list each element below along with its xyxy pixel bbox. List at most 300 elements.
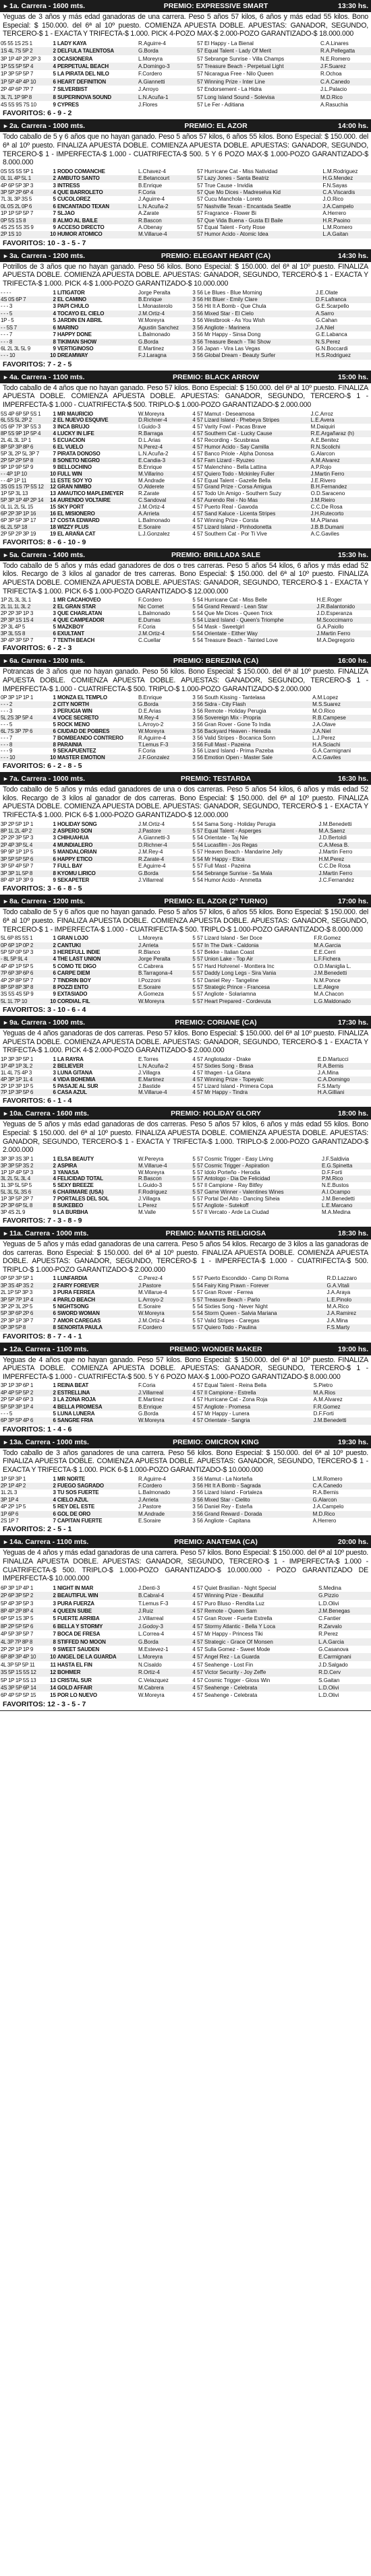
race-conditions: Todo caballo de 4 años que no hayan ganado. Peso 57 kilos. Bono Especial: $ 150.000. del 6ª al 10º puesto. FINALIZA APUESTA DOBLE. COMIENZA APUESTA DOBLE. APUESTAS: GANADOR, SEGUNDO, TERCERO-$ 1 - IMPERFECTA-$ 1.000 - CUATRIFECTA-$ 500. TRIPLO-$ 1.000-POZO GARANTIZADO-$ 2.000.000 xyxy=(3,383,368,409)
runner-horse: GOLD AFFAIR xyxy=(57,1684,138,1692)
runner-horse: INTRESS xyxy=(57,182,80,189)
race-number: 10a. Carrera - 1600 mts. xyxy=(9,1109,89,1118)
runner-horse: VERTIGINOSO xyxy=(57,345,94,352)
runner-horse: MONZA EL TEMPLO xyxy=(57,695,107,701)
race-arrow-icon: ► xyxy=(3,1438,9,1446)
runner-breeder: J.A.Campelo xyxy=(322,203,371,210)
runner-form: 6P 5P 1S 3P 5 xyxy=(1,1615,34,1622)
runner-row xyxy=(0,956,371,963)
runner-weight: 4 57 xyxy=(188,1063,204,1070)
runner-form: 2S 1P 7 xyxy=(1,1517,19,1524)
runner-row xyxy=(0,1638,371,1646)
race-prize: PREMIO: WONDER MAKER xyxy=(169,1345,262,1353)
runner-weight: 3 56 xyxy=(188,1497,204,1504)
runner-horse: SWEET SAUDEN xyxy=(57,1646,100,1652)
runner-weight: 57 xyxy=(197,71,203,77)
runner-jockey: J.Villarreal xyxy=(138,876,164,883)
runner-number: 9 xyxy=(53,1646,56,1652)
runner-pedigree: Que Vida Buena - Gusta El Baile xyxy=(204,218,322,224)
runner-row xyxy=(0,1411,371,1417)
runner-breeder: M.A.Degregorio xyxy=(316,637,355,643)
runner-number: 9 xyxy=(53,991,56,998)
runner-row xyxy=(0,1396,371,1403)
runner-breeder: H.A.Gilliani xyxy=(317,1089,371,1096)
runner-row xyxy=(0,728,371,735)
runner-breeder: M.D.Rico xyxy=(320,94,371,101)
runner-weight: 3 56 xyxy=(192,331,203,338)
runner-pedigree: Lizard Island - Pinhodonetta xyxy=(204,524,310,531)
runner-number: 7 xyxy=(53,977,56,984)
runner-form: 5S 4P 6P 5P 5S 1 xyxy=(1,410,41,417)
runner-jockey: M.Andrade xyxy=(138,477,165,484)
runners-table xyxy=(0,1584,371,1700)
runner-form: 4P 4P 5P 5P 2 xyxy=(0,1390,47,1396)
runner-form: 8P 4P 2P 8P 4 xyxy=(0,1607,47,1615)
runner-number: 5 xyxy=(53,1504,56,1510)
runner-weight: 4 57 xyxy=(188,1638,204,1646)
runner-row xyxy=(0,478,371,484)
runner-horse: VOCE SECRETO xyxy=(57,715,138,721)
runner-weight: 5 54 xyxy=(188,604,204,610)
runner-weight: 4 57 xyxy=(192,1410,203,1417)
runner-row xyxy=(0,464,371,471)
race-favorites: FAVORITOS: 8 - 7 - 4 - 1 xyxy=(3,1332,82,1341)
runner-weight: 4 57 xyxy=(192,1056,203,1062)
runner-weight: 4 57 xyxy=(188,497,204,504)
runner-breeder: C.A.Canedo xyxy=(312,1483,371,1489)
runner-form: - 8L 5P 9L 4 xyxy=(0,956,47,963)
runner-weight: 3 56 xyxy=(192,1504,203,1510)
runner-breeder: H.R.Paoino xyxy=(322,218,371,224)
runner-horse: GRAN LOJO xyxy=(57,935,88,942)
runner-pedigree: Cosmic Trigger - Aspiration xyxy=(204,1163,321,1169)
runner-row xyxy=(0,451,371,457)
runner-form: 8P 1L 2L 4P 2 xyxy=(0,828,47,835)
runner-number: 4 xyxy=(47,715,57,721)
runner-jockey: J.Pastore xyxy=(138,1504,161,1510)
runner-weight: 4 57 xyxy=(192,463,203,470)
runner-form: 5P 3P 6P 2P 6 xyxy=(0,1310,47,1317)
runner-jockey: Jorge Peralta xyxy=(138,289,171,296)
runner-number: 7 xyxy=(53,734,56,741)
runner-pedigree: Grand Reward - Lean Star xyxy=(204,604,316,610)
runner-row xyxy=(0,742,371,748)
runner-form: 8P 4P 1P 3P 9 xyxy=(1,876,34,883)
runner-number: 2 xyxy=(47,1163,57,1169)
runner-number: 8 xyxy=(47,742,57,748)
runner-pedigree: Angliote - Capitana xyxy=(204,1517,251,1524)
runner-pedigree: Seahenge - Celebrata xyxy=(204,1684,318,1692)
runner-jockey: J.M.Ortiz-4 xyxy=(138,504,165,511)
runner-horse: MR NORTE xyxy=(57,1475,86,1482)
race-header xyxy=(0,1436,371,1448)
runner-pedigree: Que Mo Dices - Madreselva Kid xyxy=(204,189,322,196)
runner-weight: 5 57 xyxy=(188,956,204,963)
runner-horse: STIFFED NO MOON xyxy=(57,1638,138,1646)
runner-breeder: L.A.Gaitan xyxy=(322,231,371,238)
runner-breeder: R.N.Scolichi xyxy=(310,444,371,451)
runner-pedigree: Winning Prize - Corsta xyxy=(204,517,259,523)
runner-pedigree: Equal Talent - Gazelle Bella xyxy=(204,477,271,484)
runner-number: 5 xyxy=(53,437,56,444)
runner-pedigree: Mr Happy - Princess Tiki xyxy=(204,1631,263,1638)
runner-breeder: G.Cahan xyxy=(315,317,337,324)
runner-horse: BEAUTIFUL WIN xyxy=(57,1592,138,1599)
runner-form: - - 4P 1P 10 xyxy=(0,471,47,478)
runner-form: 6P 3P 1P 4P 1 xyxy=(1,1584,34,1591)
runner-jockey: C.Cuellar xyxy=(138,637,161,643)
runner-pedigree: Seahenge - Celebrata xyxy=(204,1692,258,1699)
runner-weight: 4 57 xyxy=(188,1390,204,1396)
runner-form: 6P 4P 5P 5P 15 xyxy=(1,1692,36,1699)
runner-row xyxy=(0,1156,371,1163)
race-section xyxy=(0,0,371,120)
runner-weight: 57 xyxy=(197,224,203,231)
race-header xyxy=(0,250,371,262)
runner-horse: ESTE SOY YO xyxy=(57,477,92,484)
runner-row xyxy=(0,701,371,708)
runner-pedigree: Treasure Beach - Tainted Love xyxy=(204,637,278,643)
runner-jockey: B.Enrique xyxy=(138,182,163,189)
runner-jockey: M.Estevez-1 xyxy=(138,1646,169,1652)
runner-row xyxy=(0,1289,371,1296)
runner-pedigree: Humor Acido - Atomic Idea xyxy=(204,231,322,238)
runner-number: 7 xyxy=(53,1517,56,1524)
runner-row xyxy=(0,1070,371,1076)
runner-pedigree: Winning Prize - Inter Line xyxy=(204,78,320,86)
runner-form: 2P 4P 6P 7P 7 xyxy=(1,86,34,93)
runner-number: 13 xyxy=(50,490,56,497)
runner-pedigree: Victor Security - Joy Zeffe xyxy=(204,1669,318,1676)
runner-row xyxy=(0,224,371,231)
runner-horse: SILVERBIST xyxy=(57,86,88,93)
runner-weight: 5 57 xyxy=(188,828,204,835)
runner-jockey: J.M.Rey-4 xyxy=(138,849,163,856)
runner-weight: 57 xyxy=(197,196,203,203)
runner-number: 15 xyxy=(50,1692,56,1699)
race-time: 14:30 hs. xyxy=(338,251,368,260)
runner-weight: 5 57 xyxy=(192,1289,203,1296)
runner-number: 6 xyxy=(47,1189,57,1196)
runner-breeder: G.Casanova xyxy=(318,1646,349,1652)
race-conditions: Yeguas de 5 años y más edad ganadoras de una carrera. Peso 5 años 54 kilos. Recargo de 3 kilos a las ganadoras de dos carreras. Bono Especial: $ 150.000. del 6ª al 10º puesto. FINALIZA APUESTA DOBLE. COMIENZA APUESTA DOBLE. APUESTAS: GANADOR, SEGUNDO, TERCERO-$ 1 - IMPERFECTA-$ 1.000 - CUATRIFECTA-$ 500. TRIPLO-$ 1.000-POZO GARANTIZADO-$ 2.000.000 xyxy=(3,1239,368,1274)
race-conditions: Yeguas de 5 años y más edad ganadoras de dos carreras. Peso 5 años 57 kilos, 6 años y más edad 55 kilos. Bono Especial: $ 150.000. del 6ª al 10º puesto. FINALIZA APUESTA DOBLE. COMIENZA APUESTA DOBLE. APUESTAS: GANADOR, SEGUNDO, TERCERO-$ 1 - EXACTA Y TRIFECTA-$ 1.000. TRIPLO-$ 2.000-POZO GARANTIZADO-$ 2.000.000 xyxy=(3,1120,368,1155)
runner-weight: 57 xyxy=(188,94,204,101)
runner-jockey: F.Coria xyxy=(138,748,156,754)
runners-table xyxy=(0,1382,371,1424)
race-prize: PREMIO: OMICRON KING xyxy=(173,1438,259,1446)
runner-horse: OCASIONERA xyxy=(57,55,93,62)
runner-form: 2P 4P 3P 5L 4 xyxy=(0,842,47,849)
runner-jockey: R.Zarate-4 xyxy=(138,856,188,863)
runner-breeder: R.B.Campese xyxy=(312,715,371,721)
runner-pedigree: Mr Happy - Sinsa Dong xyxy=(204,331,261,338)
runner-jockey: F.Cordero xyxy=(138,1483,188,1489)
runner-row xyxy=(0,1196,371,1202)
race-arrow-icon: ► xyxy=(3,252,9,259)
runner-horse: BOHMER xyxy=(57,1669,138,1676)
race-time: 15:30 hs. xyxy=(338,550,368,559)
runner-pedigree: Daniel Rey - Esteña xyxy=(204,1504,253,1510)
runner-breeder: R.D.Lazzaro xyxy=(326,1275,358,1282)
race-prize: PREMIO: EL AZOR (2º TURNO) xyxy=(164,897,268,906)
runner-jockey: A.Arrieta xyxy=(138,511,188,517)
runner-pedigree: Angliote - Marinera xyxy=(204,325,315,331)
runner-form: 0P 5P 3P 5P 1 xyxy=(1,1275,34,1282)
runner-number: 4 xyxy=(47,1404,57,1411)
runner-horse: AMBUTO SANTO xyxy=(57,175,138,182)
runner-row xyxy=(0,877,371,884)
race-conditions: Potrillos de 3 años que no hayan ganado. Peso 56 kilos. Bono Especial: $ 150.000. del 6ª al 10º puesto. FINALIZA APUESTA DOBLE. COMIENZA APUESTA DOBLE. APUESTAS: GANADOR, SEGUNDO, TERCERO-$ 1 - EXACTA Y TRIFECTA-$ 1.000. PICK 4-$ 1.000-POZO GARANTIZADO-$ 10.000.000 xyxy=(3,262,368,288)
runner-pedigree: Gran Rover - Ferrea xyxy=(204,1289,254,1296)
runner-pedigree: Angliote - Sutekoff xyxy=(204,1202,321,1209)
runner-horse: NIGHT IN MAR xyxy=(57,1584,94,1591)
runners-table xyxy=(0,40,371,109)
runner-jockey: E.Torres xyxy=(138,1056,159,1062)
race-section xyxy=(0,895,371,1017)
race-arrow-icon: ► xyxy=(3,775,9,783)
runner-number: 12 xyxy=(47,484,57,490)
runner-breeder: L.D.Olivi xyxy=(318,1692,339,1699)
runner-row xyxy=(0,524,371,531)
runner-jockey: E.Soraire xyxy=(138,984,188,991)
runner-weight: 3 56 xyxy=(188,715,204,721)
runner-row xyxy=(0,1476,371,1483)
runner-jockey: O.Alderete xyxy=(138,484,188,490)
runner-horse: PURA FERREA xyxy=(57,1289,95,1296)
race-prize: PREMIO: BRILLADA SALE xyxy=(171,550,261,559)
race-time: 17:30 hs. xyxy=(338,1019,368,1027)
runner-breeder: A.M.Alvarez xyxy=(310,457,371,464)
runner-weight: 4 57 xyxy=(192,1631,203,1638)
runner-form: 1P 1P 5P 5P 7 xyxy=(1,210,34,217)
runner-horse: GOL DE ORO xyxy=(57,1511,138,1518)
runner-breeder: C.A.Mesa B. xyxy=(318,842,371,849)
runner-breeder: E.E.Cerri xyxy=(314,948,336,955)
runner-row xyxy=(0,168,371,175)
runner-horse: CIELO AZUL xyxy=(57,1497,138,1504)
runner-number: 6 xyxy=(47,203,57,210)
runner-pedigree: Fairy King Prawn - Forever xyxy=(204,1283,326,1289)
runner-horse: BELLOCHINO xyxy=(57,463,92,470)
runner-row xyxy=(0,835,371,841)
runner-row xyxy=(0,935,371,942)
runner-weight: 5 57 xyxy=(188,942,204,949)
runner-breeder: F.S.Marty xyxy=(317,1083,341,1089)
race-number: 1a. Carrera - 1600 mts. xyxy=(9,2,86,10)
race-header xyxy=(0,1343,371,1355)
runner-row xyxy=(0,1607,371,1615)
runner-breeder: J.Martin Ferro xyxy=(310,471,371,478)
runner-number: 7 xyxy=(53,331,56,338)
runner-number: 19 xyxy=(50,530,56,537)
runner-jockey: A.Zarate xyxy=(138,210,159,217)
runner-number: 6 xyxy=(47,78,57,86)
runner-breeder: L.E.Alegre xyxy=(313,984,371,991)
runner-pedigree: South Kissing - Tantelasa xyxy=(204,695,266,701)
runner-form: 6L 5S 5L 2P 2 xyxy=(0,417,47,424)
runner-row xyxy=(0,970,371,977)
runner-row xyxy=(0,531,371,538)
runner-weight: 57 xyxy=(188,218,204,224)
race-header xyxy=(0,120,371,132)
runner-jockey: M.Villarino xyxy=(138,471,188,478)
runner-breeder: J.A.Campelo xyxy=(312,1504,344,1510)
runner-number: 3 xyxy=(53,1600,56,1607)
runner-form: 4S 5S 9S 7S 10 xyxy=(1,102,36,108)
race-favorites: FAVORITOS: 3 - 6 - 8 - 5 xyxy=(3,884,82,893)
runner-form: 1P 5P 4P 4P 10 xyxy=(0,78,47,86)
race-header xyxy=(0,773,371,785)
race-header xyxy=(0,371,371,383)
runner-pedigree: Il Vercato - Arde La Ciudad xyxy=(204,1209,269,1215)
runner-breeder: N.E.Bustos xyxy=(321,1182,349,1189)
runner-row xyxy=(0,1417,371,1424)
runner-pedigree: Lizard Island - Primera Copa xyxy=(204,1083,273,1089)
race-conditions: Todo caballo de 5 años y más edad ganadores de una o dos carreras. Peso 5 años 54 kilos, 6 años y más edad 52 kilos. Recargo de 3 kilos al ganador de dos carreras. Bono Especial: $ 150.000. del 6ª al 10º puesto. FINALIZA APUESTA DOBLE. COMIENZA APUESTA DOBLE. APUESTAS: GANADOR, SEGUNDO, TERCERO-$ 1 - EXACTA Y TRIFECTA-$ 1.000. PICK 6-$ 1.000-POZO GARANTIZADO-$ 12.000.000 xyxy=(3,785,368,820)
runner-row xyxy=(0,1182,371,1189)
runner-number: 4 xyxy=(47,1607,57,1615)
runner-form: 7P 1P 3P 5P 6 xyxy=(0,1089,47,1096)
runner-number: 8 xyxy=(47,1202,57,1209)
runner-row xyxy=(0,1404,371,1411)
runner-horse: PERUGIA WIN xyxy=(57,708,92,715)
runner-number: 4 xyxy=(47,1076,57,1083)
runner-form: 5P 1P 1P 5S 13 xyxy=(1,1677,36,1683)
runner-row xyxy=(0,457,371,464)
runner-jockey: W.Pereyra xyxy=(138,1155,164,1162)
race-prize: PREMIO: BEREZINA (CA) xyxy=(173,657,259,666)
race-arrow-icon: ► xyxy=(3,1019,9,1027)
runner-breeder: A.E.Benitez xyxy=(310,437,339,444)
runner-pedigree: Valid Stripes - Caregas xyxy=(204,1317,260,1324)
race-header xyxy=(0,549,371,561)
runner-form: 3P 4P 3P 5P 7 xyxy=(1,637,34,643)
runner-weight: 57 xyxy=(197,182,203,189)
runner-weight: 5 54 xyxy=(188,842,204,849)
runner-jockey: L.Balmonado xyxy=(138,331,171,338)
runner-jockey: F.Rodriguez xyxy=(138,1189,188,1196)
runner-jockey: L.Moreyra xyxy=(138,935,163,942)
runner-breeder: G.A.Carmignani xyxy=(312,748,351,754)
runner-horse: QUE CAMPEADOR xyxy=(57,617,138,624)
runner-horse: HOLIDAY SONG xyxy=(57,820,97,827)
runner-weight: 4 57 xyxy=(192,530,203,537)
race-conditions: Potrancas de 3 años que no hayan ganado. Peso 56 kilos. Bono Especial: $ 150.000. del 6ª al 10º puesto. FINALIZA APUESTA DOBLE. COMIENZA APUESTA DOBLE. APUESTAS: GANADOR, SEGUNDO, TERCERO-$ 1 - IMPERFECTA-$ 1.000 - CUATRIFECTA-$ 500. TRIPLO-$ 1.000-POZO GARANTIZADO-$ 2.000.000 xyxy=(3,668,368,693)
runner-jockey: E.Soraire xyxy=(138,1303,161,1310)
runner-breeder: L.E.Marcano xyxy=(321,1202,371,1209)
runner-jockey: F.Cordero xyxy=(138,71,163,77)
runner-pedigree: Game Winner - Valentines Wines xyxy=(204,1189,321,1196)
runner-pedigree: Mamut - La Norteña xyxy=(204,1475,253,1482)
runner-number: 4 xyxy=(47,1497,57,1504)
runner-breeder: J.M.Benedetti xyxy=(318,820,352,827)
runner-horse: BELLA Y STORMY xyxy=(57,1623,138,1630)
runner-pedigree: Global Dream - Beauty Surfer xyxy=(204,352,315,359)
runner-weight: 4 57 xyxy=(188,444,204,451)
runner-breeder: L.G.Maldonado xyxy=(313,998,371,1005)
runner-weight: 5 57 xyxy=(192,1182,203,1189)
runner-form: 1P 3P 3P 5P 1 xyxy=(1,1056,34,1062)
runner-pedigree: Sebrange Sunrise - Villa Champs xyxy=(204,55,285,62)
runner-form: 3L 2L 5L 3L 4 xyxy=(0,1176,47,1182)
runner-row xyxy=(0,47,371,55)
runner-row xyxy=(0,1497,371,1504)
runner-row xyxy=(0,1163,371,1169)
runner-weight: 5 57 xyxy=(188,970,204,977)
runner-weight: 4 57 xyxy=(192,477,203,484)
runner-pedigree: Hurricane Cat - Miss Natividad xyxy=(204,168,278,174)
runner-breeder: J.A.Mina xyxy=(317,1069,339,1076)
runner-form: 0P 6P 1P 0P 2 xyxy=(0,942,47,949)
runner-breeder: D.F.Forti xyxy=(313,1410,334,1417)
runner-jockey: J.Godoy-3 xyxy=(138,1623,188,1630)
runner-horse: FAIRY FOREVER xyxy=(57,1283,138,1289)
runner-breeder: R.A.Bernis xyxy=(312,1489,339,1496)
runner-form: - - - 5 xyxy=(1,721,13,728)
runner-horse: LA ZONA ROJA xyxy=(57,1396,96,1403)
runner-form: 6P 3P 5P 3P 17 xyxy=(1,517,36,523)
runner-number: 9 xyxy=(53,102,56,108)
runner-pedigree: Hurricane Cat - Zona Roja xyxy=(204,1396,268,1403)
runner-pedigree: Puerto Escondido - Camp Di Roma xyxy=(204,1275,289,1282)
race-prize: PREMIO: MANTIS RELIGIOSA xyxy=(165,1229,266,1237)
runner-breeder: M.A.Medina xyxy=(321,1209,351,1215)
runner-pedigree: True Cause - Invidia xyxy=(204,182,253,189)
runner-horse: JARDIN EN ABRIL xyxy=(57,317,103,324)
runner-pedigree: Varity Fowl - Pacas Brave xyxy=(204,424,266,430)
runner-breeder: A.Sarro xyxy=(315,311,371,317)
runner-weight: 3 56 xyxy=(188,339,204,346)
runner-number: 6 xyxy=(47,970,57,977)
runner-jockey: W.Moreyra xyxy=(138,410,165,417)
runner-pedigree: Mixed Star - Cielito xyxy=(204,1497,312,1504)
runner-jockey: J.Arrieta xyxy=(138,1497,188,1504)
runner-pedigree: Idolo Porteño - Herodia xyxy=(204,1169,260,1176)
runner-jockey: F.Coria xyxy=(138,623,156,630)
runner-row xyxy=(0,339,371,346)
runner-weight: 3 56 xyxy=(188,1483,204,1489)
runner-row xyxy=(0,1518,371,1524)
runner-jockey: B.Enrique xyxy=(138,695,163,701)
runner-jockey: J.Arrieta xyxy=(138,942,188,949)
runner-row xyxy=(0,870,371,877)
runner-breeder: A.C.Gaviles xyxy=(312,754,371,761)
runner-row xyxy=(0,210,371,217)
runner-jockey: J.Pastore xyxy=(138,828,188,835)
runner-row xyxy=(0,1661,371,1669)
race-section xyxy=(0,1343,371,1436)
runner-form: 8P 5P 3P 8P 6 xyxy=(0,444,47,451)
runner-weight: 4 57 xyxy=(188,1653,204,1661)
runner-breeder: G.E.Scarpello xyxy=(315,303,349,310)
runner-jockey: B.Enrique xyxy=(138,296,188,303)
runner-weight: 4 57 xyxy=(188,471,204,478)
runner-number: 1 xyxy=(53,410,56,417)
runner-form: 2L 4L 3L 1P 1 xyxy=(1,437,31,444)
race-favorites: FAVORITOS: 10 - 3 - 5 - 7 xyxy=(3,238,86,247)
runner-horse: EL GRAN STAR xyxy=(57,604,138,610)
runner-pedigree: Lizard Island - Queen's Triomphe xyxy=(204,617,316,624)
runner-row xyxy=(0,1189,371,1196)
runner-pedigree: Banco Priole - Alpha Donosa xyxy=(204,450,274,457)
runner-form: 8P 2P 5P 5P 6 xyxy=(0,1623,47,1630)
runner-breeder: J.A.Niel xyxy=(315,325,371,331)
runner-form: 5P 5P 3P 1P 4 xyxy=(0,1404,47,1411)
runner-form: 4P 4P 1P 5P 5 xyxy=(1,963,34,969)
runner-jockey: R.Bascon xyxy=(138,1176,188,1182)
runner-pedigree: Valid Stripes - Bocanica Sonn xyxy=(204,734,276,741)
